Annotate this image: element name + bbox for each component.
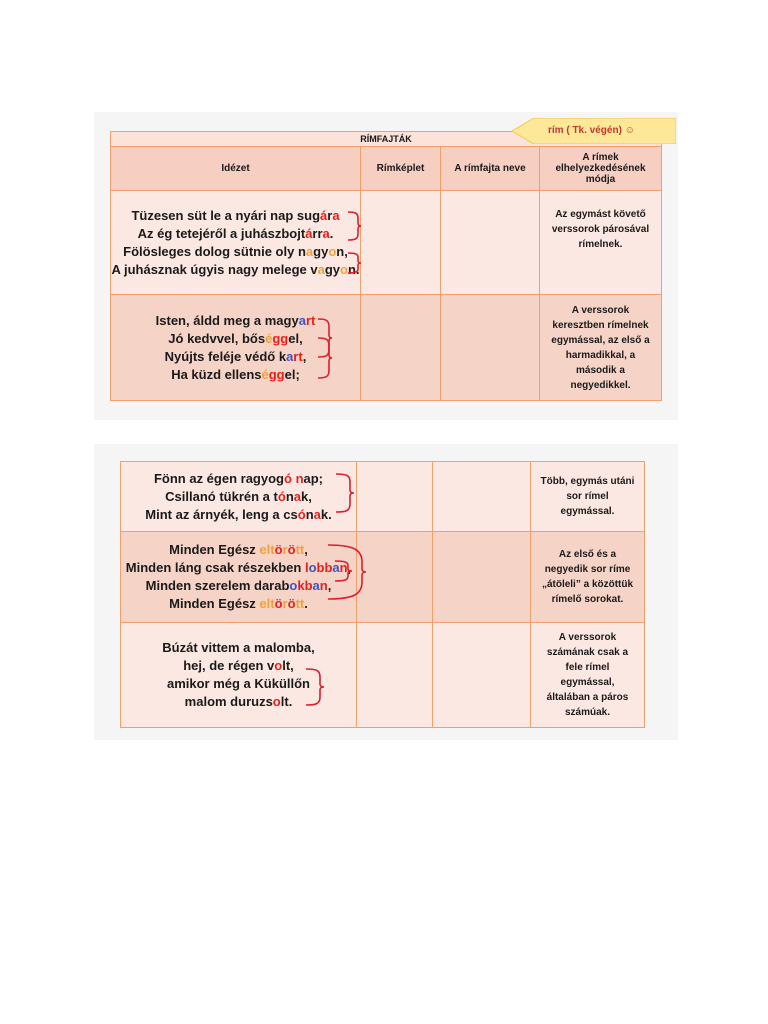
header-rhyme-placement: A rímek elhelyezkedésének módja (540, 147, 662, 191)
poem-line: Minden Egész eltörött. (169, 596, 308, 611)
rhyme-brace (346, 210, 362, 242)
tag-label: rím ( Tk. végén) ☺ (548, 125, 635, 136)
poem-line: amikor még a Küküllőn (166, 676, 311, 691)
rhyme-brace (304, 667, 326, 707)
poem-line: malom duruzsolt. (184, 694, 293, 709)
poem-line: Minden láng csak részekben lobban, (125, 560, 352, 575)
poem-couplet (111, 207, 360, 279)
poem-line: Nyújts feléje védő kart, (164, 348, 307, 364)
header-rhyme-name: A rímfajta neve (441, 147, 540, 191)
poem-line: Mint az árnyék, leng a csónak. (145, 506, 332, 522)
rhyme-name-cell[interactable] (433, 623, 531, 728)
rhyme-brace (316, 336, 334, 380)
rhyme-brace (346, 251, 362, 275)
placement-note-cell (531, 623, 645, 728)
rhyme-scheme-cell[interactable] (361, 295, 441, 401)
rhyme-scheme-cell[interactable] (357, 462, 433, 532)
rhyme-brace (334, 472, 356, 514)
poem-line: Ha küzd ellenséggel; (171, 366, 300, 382)
poem-line: Isten, áldd meg a magyart (155, 312, 316, 328)
poem-line: Fönn az égen ragyogó nap; (153, 470, 324, 486)
table-title: RÍMFAJTÁK (111, 132, 662, 147)
poem-line: Csillanó tükrén a tónak, (165, 488, 312, 504)
rhyme-types-table (110, 131, 662, 401)
placement-note-cell (531, 462, 645, 532)
rhyme-types-table-continued (120, 461, 645, 728)
placement-note: Több, egymás utáni sor rímel egymással. (540, 476, 635, 517)
quote-cell (121, 532, 357, 623)
poem-stanza (121, 470, 356, 524)
poem-line: Fölösleges dolog sütnie oly nagyon, (123, 243, 348, 259)
poem-line: Búzát vittem a malomba, (162, 640, 315, 655)
quote-cell (121, 462, 357, 532)
rhyme-name-cell[interactable] (433, 462, 531, 532)
poem-line: A juhásznak úgyis nagy melege vagyon. (111, 261, 360, 277)
poem-line: Tüzesen süt le a nyári nap sugára (131, 207, 340, 223)
rhyme-brace-inner (333, 559, 355, 583)
poem-line: Minden szerelem darabokban, (145, 578, 332, 593)
placement-note: Az első és a negyedik sor ríme „átöleli” a közöttük rímelő sorokat. (541, 549, 634, 605)
rhyme-scheme-cell[interactable] (361, 191, 441, 295)
header-rhyme-scheme: Rímképlet (361, 147, 441, 191)
placement-note-cell (540, 295, 662, 401)
poem-line: Jó kedvvel, bőséggel, (168, 330, 303, 346)
header-quote: Idézet (111, 147, 361, 191)
rhyme-name-cell[interactable] (441, 295, 540, 401)
rhyme-name-cell[interactable] (441, 191, 540, 295)
poem-line: hej, de régen volt, (183, 658, 294, 673)
placement-note: A verssorok keresztben rímelnek egymással, az első a harmadikkal, a második a negyedikkel. (551, 304, 650, 391)
placement-note-cell (531, 532, 645, 623)
placement-note: Az egymást követő verssorok párosával rímelnek. (551, 209, 650, 250)
quote-cell (111, 191, 361, 295)
placement-note: A verssorok számának csak a fele rímel egymással, általában a páros számúak. (546, 632, 629, 718)
rhyme-name-cell[interactable] (433, 532, 531, 623)
poem-line: Az ég tetejéről a juhászbojtárra. (137, 225, 334, 241)
poem-stanza (121, 541, 356, 613)
rhyme-scheme-cell[interactable] (357, 623, 433, 728)
placement-note-cell (540, 191, 662, 295)
poem-line: Minden Egész eltörött, (169, 542, 308, 557)
